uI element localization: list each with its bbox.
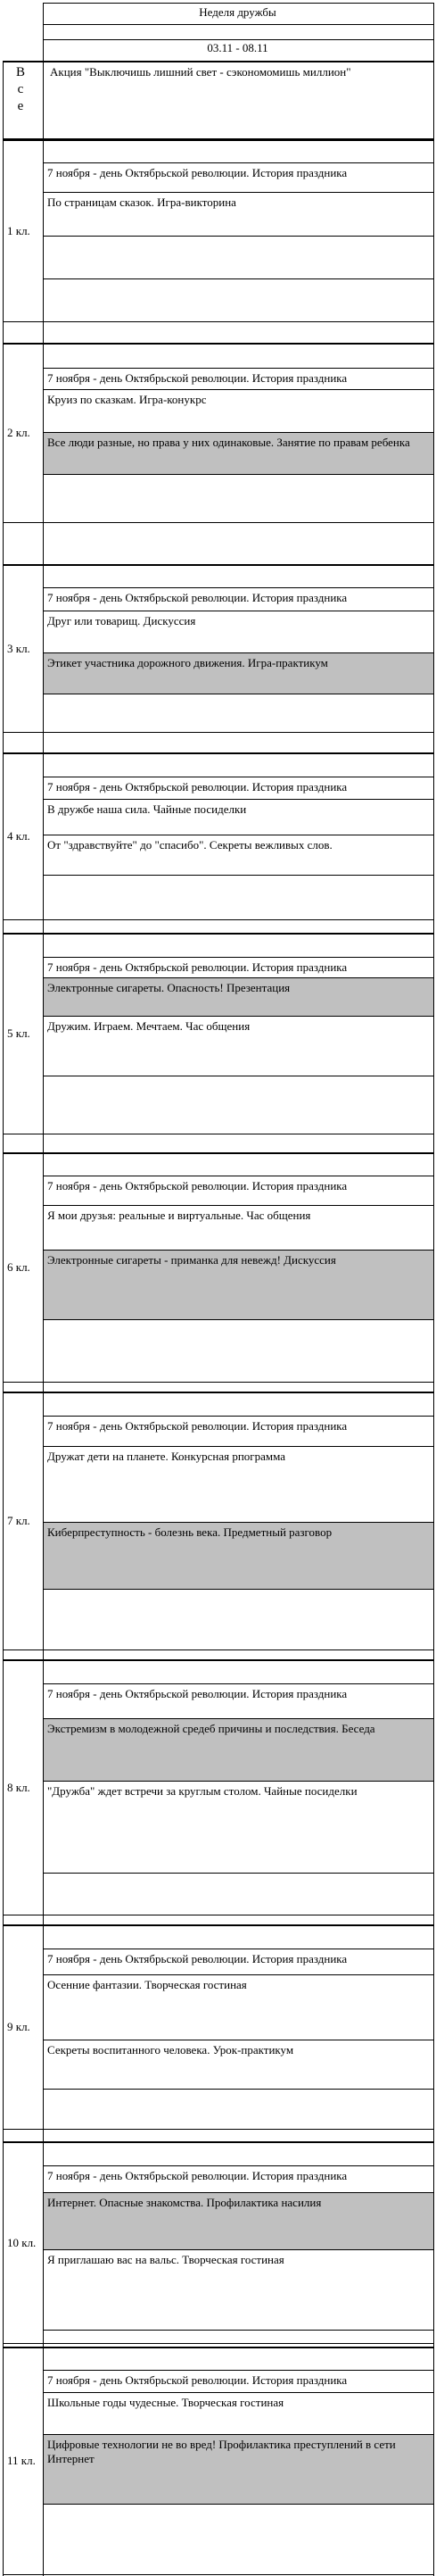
activity-cell: 7 ноября - день Октябрьской революции. История праздника: [47, 1952, 348, 1965]
class-label: [3, 1925, 43, 2129]
class-label: [3, 2142, 43, 2343]
grid-line: [3, 1924, 434, 1926]
grid-line: [43, 236, 434, 237]
activity-cell: 7 ноября - день Октябрьской революции. История праздника: [47, 2169, 348, 2182]
class-label-text: 6 кл.: [7, 1260, 30, 1274]
grid-line: [3, 1649, 434, 1650]
grid-line: [43, 3, 434, 4]
grid-line: [43, 2089, 434, 2090]
grid-line: [3, 752, 434, 754]
activity-cell: [44, 1320, 433, 1382]
grid-line: [43, 24, 434, 25]
grid-line: [43, 587, 434, 588]
grid-line: [43, 957, 434, 958]
grid-line: [43, 278, 434, 279]
grid-line: [43, 1446, 434, 1447]
activity-cell: В дружбе наша сила. Чайные посиделки: [47, 802, 247, 816]
activity-cell: "Дружба" ждет встречи за круглым столом. Чайные посиделки: [47, 1784, 358, 1798]
grid-line: [43, 2330, 434, 2331]
activity-cell: Я приглашаю вас на вальс. Творческая гостиная: [47, 2253, 284, 2266]
class-label-text: 5 кл.: [7, 1026, 30, 1040]
week-title: Неделя дружбы: [199, 5, 276, 19]
grid-line: [43, 474, 434, 475]
class-label-text: 9 кл.: [7, 2020, 30, 2033]
class-label: [3, 1660, 43, 1915]
activity-cell: 7 ноября - день Октябрьской революции. История праздника: [47, 166, 348, 179]
grid-line: [43, 2434, 434, 2435]
activity-cell: [44, 2505, 433, 2574]
activity-cell: 7 ноября - день Октябрьской революции. История праздника: [47, 371, 348, 385]
activity-cell: Киберпреступность - болезнь века. Предметный разговор: [44, 1523, 433, 1589]
grid-line: [43, 1683, 434, 1684]
grid-line: [43, 1974, 434, 1975]
grid-line: [3, 1392, 434, 1393]
class-label: [3, 934, 43, 1134]
class-label-text: 3 кл.: [7, 641, 30, 655]
activity-cell: Дружат дети на планете. Конкурсная рпограмма: [47, 1450, 286, 1463]
activity-cell: Интернет. Опасные знакомства. Профилактика насилия: [44, 2193, 433, 2249]
activity-cell: [44, 1590, 433, 1649]
grid-line: [43, 2165, 434, 2166]
grid-line: [43, 432, 434, 433]
grid-line: [43, 1416, 434, 1417]
grid-line: [43, 368, 434, 369]
grid-line: [43, 875, 434, 876]
grid-line: [43, 1522, 434, 1523]
grid-line: [3, 1382, 434, 1383]
grid-line: [3, 1152, 434, 1154]
grid-line: [43, 1319, 434, 1320]
grid-line: [43, 2370, 434, 2371]
activity-cell: [44, 237, 433, 278]
grid-line: [43, 2192, 434, 2193]
grid-line: [3, 343, 434, 345]
activity-cell: 7 ноября - день Октябрьской революции. История праздника: [47, 1687, 348, 1700]
grid-line: [43, 1016, 434, 1017]
activity-cell: Электронные сигареты - приманка для невежд! Дискуссия: [44, 1251, 433, 1319]
grid-line: [3, 2129, 434, 2130]
grid-line: [43, 2392, 434, 2393]
grid-line: [3, 2574, 434, 2575]
all-label-letter: В: [15, 65, 25, 79]
all-label-letter: е: [17, 99, 24, 113]
class-label-text: 1 кл.: [7, 223, 30, 237]
activity-cell: Все люди разные, но права у них одинаковые. Занятие по правам ребенка: [44, 433, 433, 474]
class-label: [3, 1153, 43, 1382]
activity-cell: [44, 279, 433, 321]
activity-cell: [44, 1076, 433, 1134]
grid-line: [43, 192, 434, 193]
class-label: [3, 565, 43, 732]
activity-cell: Дружим. Играем. Мечтаем. Час общения: [47, 1019, 251, 1033]
activity-cell: Экстремизм в молодежной средеб причины и последствия. Беседа: [44, 1719, 433, 1781]
grid-line: [43, 977, 434, 978]
grid-line: [43, 1250, 434, 1251]
grid-line: [3, 2141, 434, 2143]
grid-line: [3, 61, 434, 62]
grid-line: [43, 2504, 434, 2505]
activity-cell: Круиз по сказкам. Игра-конукрс: [47, 393, 207, 406]
grid-line: [3, 321, 434, 322]
grid-line: [3, 933, 434, 935]
grid-line: [3, 732, 434, 733]
activity-cell: 7 ноября - день Октябрьской революции. История праздника: [47, 1179, 348, 1192]
activity-cell: Школьные годы чудесные. Творческая гостиная: [47, 2396, 284, 2409]
activity-cell: 7 ноября - день Октябрьской революции. История праздника: [47, 1419, 348, 1433]
grid-line: [3, 564, 434, 566]
activity-cell: Секреты воспитанного человека. Урок-практикум: [47, 2043, 294, 2057]
activity-cell: 7 ноября - день Октябрьской революции. История праздника: [47, 780, 348, 794]
activity-cell: [44, 2331, 433, 2343]
class-label-text: 2 кл.: [7, 426, 30, 439]
class-label: [3, 344, 43, 522]
grid-line: [43, 2249, 434, 2250]
class-label-text: 10 кл.: [7, 2235, 37, 2249]
grid-line: [43, 799, 434, 800]
all-classes-text: Акция "Выключишь лишний свет - сэкономомишь миллион": [50, 65, 351, 79]
class-label-text: 11 кл.: [7, 2454, 36, 2467]
grid-line: [3, 2343, 434, 2344]
class-label-text: 4 кл.: [7, 829, 30, 843]
activity-cell: 7 ноября - день Октябрьской революции. История праздника: [47, 591, 348, 604]
activity-cell: Цифровые технологии не во вред! Профилактика преступлений в сети Интернет: [44, 2435, 433, 2504]
activity-cell: Осенние фантазии. Творческая гостиная: [47, 1978, 247, 1991]
class-label: [3, 140, 43, 321]
class-label: [3, 2347, 43, 2574]
grid-line: [43, 1589, 434, 1590]
all-label: [3, 62, 38, 137]
grid-line: [3, 2347, 434, 2348]
grid-line: [43, 652, 434, 653]
grid-line: [43, 162, 434, 163]
class-label: [3, 1392, 43, 1649]
activity-cell: Этикет участника дорожного движения. Игра-практикум: [44, 653, 433, 694]
activity-cell: 7 ноября - день Октябрьской революции. История праздника: [47, 960, 348, 974]
grid-line: [3, 139, 434, 141]
grid-line: [43, 1205, 434, 1206]
grid-line: [43, 39, 434, 40]
all-label-letter: с: [17, 82, 24, 96]
activity-cell: Я мои друзья: реальные и виртуальные. Час общения: [47, 1209, 311, 1222]
grid-line: [3, 1659, 434, 1661]
activity-cell: 7 ноября - день Октябрьской революции. История праздника: [47, 2373, 348, 2387]
grid-line: [3, 522, 434, 523]
grid-line: [43, 1718, 434, 1719]
activity-cell: От "здравствуйте" до "спасибо". Секреты вежливых слов.: [47, 838, 333, 852]
grid-line: [3, 919, 434, 920]
activity-cell: По страницам сказок. Игра-викторина: [47, 195, 236, 209]
activity-cell: [44, 475, 433, 522]
activity-cell: [44, 1874, 433, 1915]
grid-line: [43, 1873, 434, 1874]
activity-cell: [44, 2090, 433, 2129]
activity-cell: [44, 694, 433, 732]
grid-line: [43, 389, 434, 390]
activity-cell: Электронные сигареты. Опасность! Презентация: [44, 978, 433, 1016]
class-label-text: 8 кл.: [7, 1780, 30, 1794]
activity-cell: [44, 876, 433, 919]
class-label-text: 7 кл.: [7, 1514, 30, 1527]
week-dates: 03.11 - 08.11: [207, 41, 268, 54]
grid-line: [43, 1781, 434, 1782]
grid-line: [3, 61, 4, 2576]
activity-cell: Друг или товарищ. Дискуссия: [47, 614, 196, 627]
class-label: [3, 753, 43, 919]
